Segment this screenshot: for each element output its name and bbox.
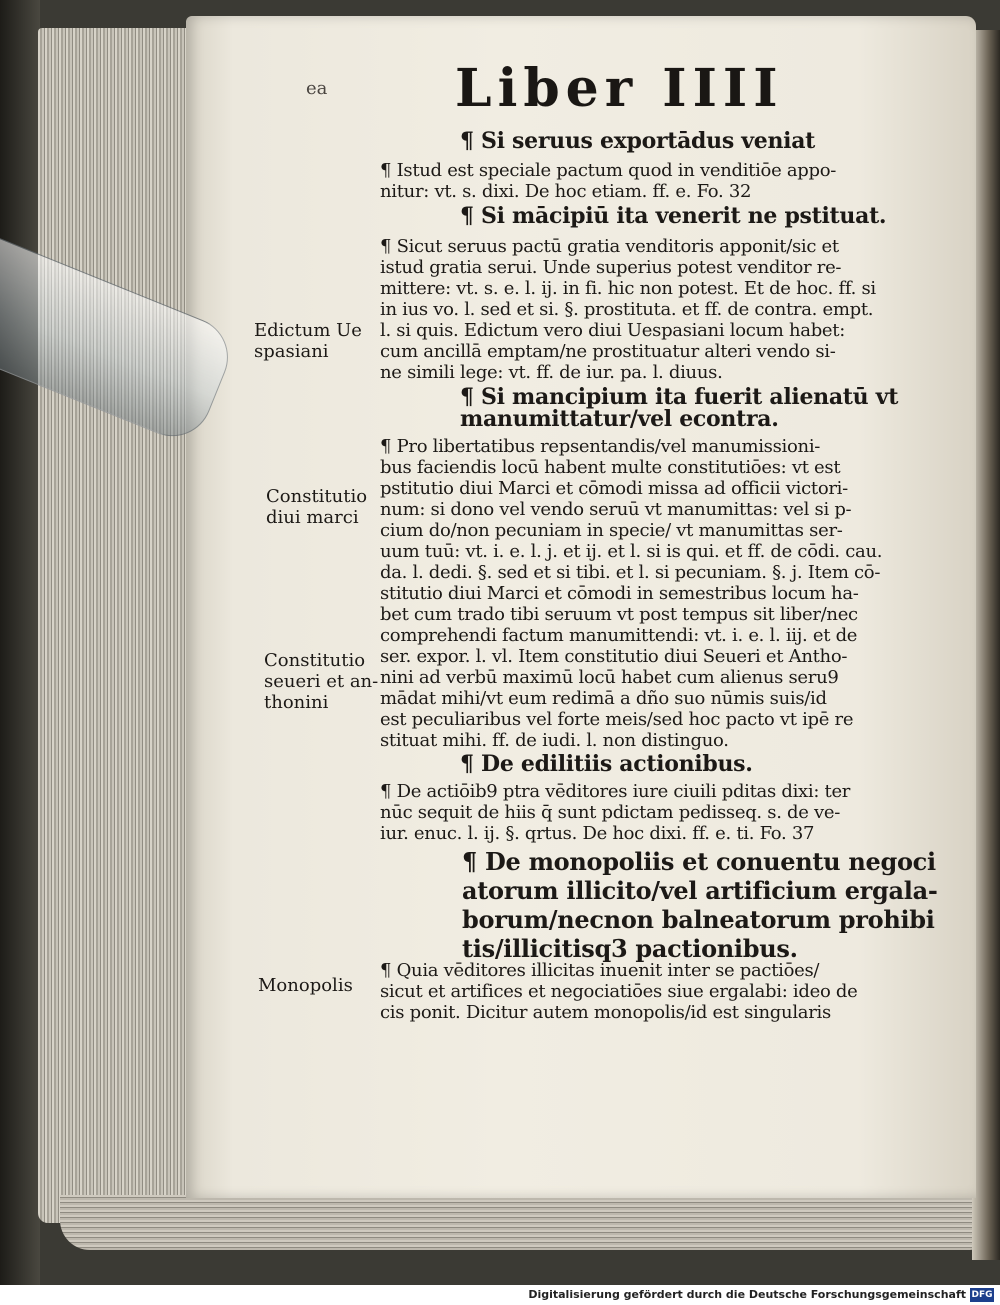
text-line: ¶ De edilitiis actionibus. [460, 751, 753, 777]
margin-note: Monopolis [258, 975, 353, 996]
margin-note: Constitutio [266, 486, 368, 507]
footer-bar [0, 1285, 1000, 1305]
margin-note: spasiani [254, 341, 329, 362]
text-line: bet cum trado tibi seruum vt post tempus sit liber/nec [380, 604, 858, 625]
text-line: mādat mihi/vt eum redimā a dño suo nūmis suis/id [380, 688, 827, 709]
text-line: ne simili lege: vt. ff. de iur. pa. l. diuus. [380, 362, 723, 383]
text-line: comprehendi factum manumittendi: vt. i. e. l. iij. et de [380, 625, 858, 646]
page-block-bottom [60, 1195, 990, 1250]
text-line: sicut et artifices et negociatiōes siue ergalabi: ideo de [380, 981, 858, 1002]
text-line: ¶ Sicut seruus pactū gratia venditoris apponit/sic et [380, 236, 839, 257]
text-line: ¶ Istud est speciale pactum quod in venditiōe appo- [380, 160, 837, 181]
text-line: tis/illicitisq3 pactionibus. [462, 934, 798, 963]
text-line: ¶ De monopoliis et conuentu negoci [462, 847, 936, 876]
text-line: borum/necnon balneatorum prohibi [462, 905, 935, 934]
dfg-logo: DFG [971, 1290, 993, 1300]
text-line: l. si quis. Edictum vero diui Uespasiani locum habet: [380, 320, 845, 341]
text-line: ¶ De actiōib9 ptra vēditores iure ciuili pditas dixi: ter [380, 781, 851, 802]
margin-note: Constitutio [264, 650, 366, 671]
text-line: cium do/non pecuniam in specie/ vt manumittas ser- [380, 520, 843, 541]
text-line: stituat mihi. ff. de iudi. l. non distinguo. [380, 730, 729, 751]
text-line: cis ponit. Dicitur autem monopolis/id est singularis [380, 1002, 831, 1023]
page-block-edges [38, 28, 208, 1223]
margin-note: Edictum Ue [254, 320, 362, 341]
text-line: atorum illicito/vel artificium ergala- [462, 876, 938, 905]
text-line: ¶ Pro libertatibus repsentandis/vel manumissioni- [380, 436, 821, 457]
book-gutter [972, 30, 1000, 1260]
text-line: uum tuū: vt. i. e. l. j. et ij. et l. si is qui. et ff. de cōdi. cau. [380, 541, 883, 562]
text-line: pstitutio diui Marci et cōmodi missa ad officii victori- [380, 478, 848, 499]
text-line: manumittatur/vel econtra. [460, 406, 779, 432]
text-line: stitutio diui Marci et cōmodi in semestribus locum ha- [380, 583, 859, 604]
running-head: Liber IIII [455, 58, 784, 119]
margin-note: seueri et an- [264, 671, 379, 692]
book-cover-edge [0, 0, 40, 1285]
text-line: da. l. dedi. §. sed et si tibi. et l. si pecuniam. §. j. Item cō- [380, 562, 881, 583]
text-line: iur. enuc. l. ij. §. qrtus. De hoc dixi. ff. e. ti. Fo. 37 [380, 823, 815, 844]
text-line: ¶ Si mācipiū ita venerit ne pstituat. [460, 203, 887, 229]
text-line: ser. expor. l. vl. Item constitutio diui Seueri et Antho- [380, 646, 848, 667]
text-line: est peculiaribus vel forte meis/sed hoc pacto vt ipē re [380, 709, 854, 730]
text-line: num: si dono vel vendo seruū vt manumittas: vel si p- [380, 499, 852, 520]
text-line: nūc sequit de hiis q̄ sunt pdictam pedisseq. s. de ve- [380, 802, 841, 823]
text-line: in ius vo. l. sed et si. §. prostituta. et ff. de contra. empt. [380, 299, 874, 320]
margin-note: thonini [264, 692, 329, 713]
text-line: istud gratia serui. Unde superius potest venditor re- [380, 257, 842, 278]
text-line: nini ad verbū maximū locū habet cum alienus seru9 [380, 667, 839, 688]
text-line: cum ancillā emptam/ne prostituatur alteri vendo si- [380, 341, 836, 362]
text-line: ¶ Si mancipium ita fuerit alienatū vt [460, 384, 899, 410]
text-line: nitur: vt. s. dixi. De hoc etiam. ff. e. Fo. 32 [380, 181, 752, 202]
margin-note: diui marci [266, 507, 359, 528]
footer-credit: Digitalisierung gefördert durch die Deutsche Forschungsgemeinschaft [528, 1288, 966, 1301]
text-line: mittere: vt. s. e. l. ij. in fi. hic non potest. Et de hoc. ff. si [380, 278, 876, 299]
text-line: ¶ Quia vēditores illicitas inuenit inter se pactiōes/ [380, 960, 820, 981]
text-line: ¶ Si seruus exportādus veniat [460, 128, 816, 154]
text-line: bus faciendis locū habent multe constitutiōes: vt est [380, 457, 841, 478]
folio-mark: ea [306, 78, 328, 99]
